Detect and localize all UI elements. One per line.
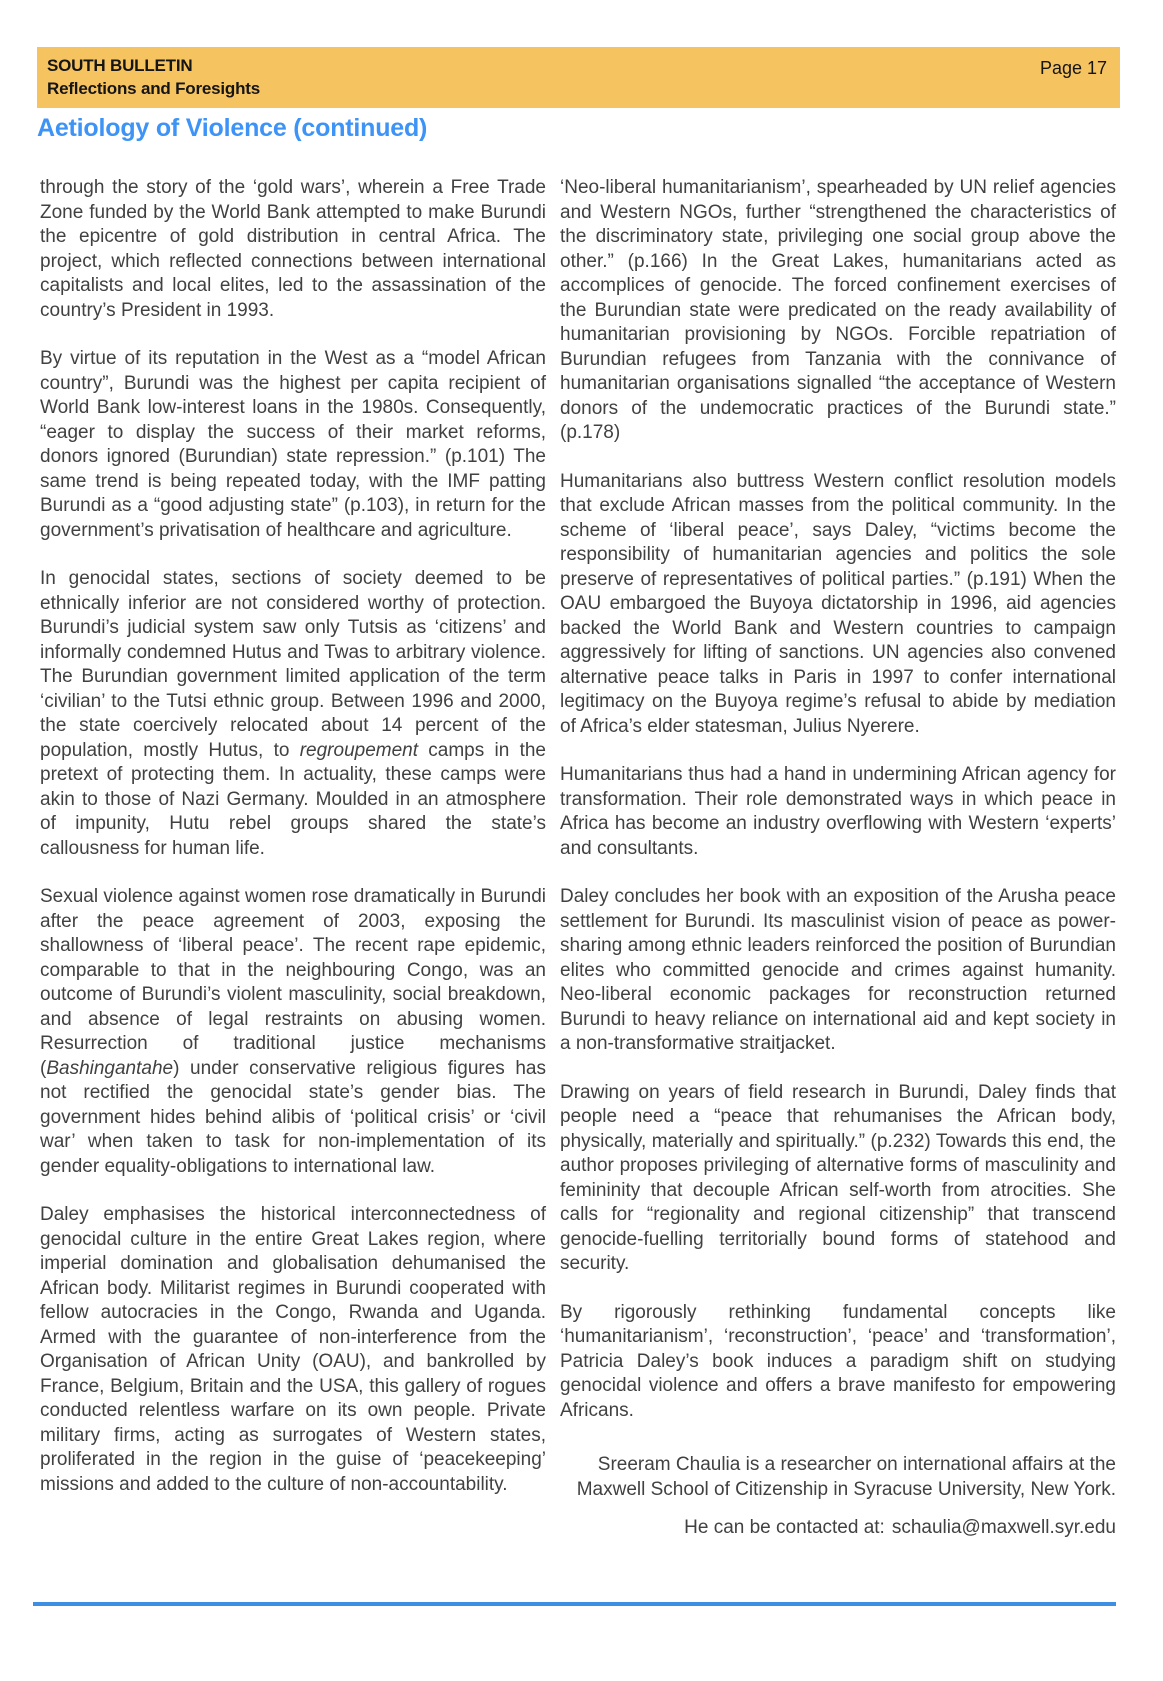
paragraph: In genocidal states, sections of society deemed to be ethnically inferior are not considered worthy of protection. Burundi’s judicial system saw only Tutsis as ‘citizens’ and informally condemned Hutus and Twas to arbitrary violence. The Burundian government limited application of the term ‘civilian’ to the Tutsi ethnic group. Between 1996 and 2000, the state coercively relocated about 14 percent of the population, mostly Hutus, to regroupement camps in the pretext of protecting them. In actuality, these camps were akin to those of Nazi Germany. Moulded in an atmosphere of impunity, Hutu rebel groups shared the state’s callousness for human life. [40, 568, 546, 859]
article-title: Aetiology of Violence (continued) [37, 114, 428, 142]
page-number: Page 17 [1039, 58, 1107, 78]
paragraph: Daley emphasises the historical interconnectedness of genocidal culture in the entire Great Lakes region, where imperial domination and globalisation dehumanised the African body. Militarist regimes in Burundi cooperated with fellow autocracies in the Congo, Rwanda and Uganda. Armed with the guarantee of non-interference from the Organisation of African Unity (OAU), and bankrolled by France, Belgium, Britain and the USA, this gallery of rogues conducted relentless warfare on its own people. Private military firms, acting as surrogates of Western states, proliferated in the region in the guise of ‘peacekeeping’ missions and added to the culture of non-accountability. [40, 1204, 546, 1495]
paragraph: Humanitarians also buttress Western conflict resolution models that exclude African masses from the political community. In the scheme of ‘liberal peace’, says Daley, “victims become the responsibility of humanitarian agencies and politics the sole preserve of representatives of political parties.” (p.191) When the OAU embargoed the Buyoya dictatorship in 1996, aid agencies backed the World Bank and Western countries to campaign aggressively for lifting of sanctions. UN agencies also convened alternative peace talks in Paris in 1997 to confer international legitimacy on the Buyoya regime’s refusal to abide by mediation of Africa’s elder statesman, Julius Nyerere. [560, 470, 1116, 737]
column-left [40, 176, 546, 1541]
footer-rule [33, 1602, 1116, 1606]
author-note: Sreeram Chaulia is a researcher on international affairs at the Maxwell School of Citizenship in Syracuse University, New York. [576, 1454, 1116, 1500]
paragraph: through the story of the ‘gold wars’, wherein a Free Trade Zone funded by the World Bank attempted to make Burundi the epicentre of gold distribution in central Africa. The project, which reflected connections between international capitalists and local elites, led to the assassination of the country’s President in 1993. [40, 177, 546, 321]
paragraph: Drawing on years of field research in Burundi, Daley finds that people need a “peace that rehumanises the African body, physically, materially and spiritually.” (p.232) Towards this end, the author proposes privileging of alternative forms of masculinity and femininity that decouple African self-worth from atrocities. She calls for “regionality and regional citizenship” that transcend genocide-fuelling territorially bound forms of statehood and security. [560, 1081, 1116, 1274]
header-titles [47, 54, 260, 100]
article-body [40, 176, 1116, 1541]
paragraph: By rigorously rethinking fundamental concepts like ‘humanitarianism’, ‘reconstruction’, ‘peace’ and ‘transformation’, Patricia Daley’s book induces a paradigm shift on studying genocidal violence and offers a brave manifesto for empowering Africans. [560, 1301, 1116, 1421]
author-footer [560, 1453, 1116, 1541]
contact-line [560, 1516, 1116, 1541]
column-right [560, 176, 1116, 1541]
paragraph: Humanitarians thus had a hand in undermining African agency for transformation. Their role demonstrated ways in which peace in Africa has become an industry overflowing with Western ‘experts’ and consultants. [560, 764, 1116, 859]
paragraph: Sexual violence against women rose dramatically in Burundi after the peace agreement of 2003, exposing the shallowness of ‘liberal peace’. The recent rape epidemic, comparable to that in the neighbouring Congo, was an outcome of Burundi’s violent masculinity, social breakdown, and absence of legal restraints on abusing women. Resurrection of traditional justice mechanisms (Bashingantahe) under conservative religious figures has not rectified the genocidal state’s gender bias. The government hides behind alibis of ‘political crisis’ or ‘civil war’ when taken to task for non-implementation of its gender equality-obligations to international law. [40, 886, 546, 1177]
bulletin-subtitle: Reflections and Foresights [47, 79, 261, 98]
contact-label: He can be contacted at: [684, 1517, 885, 1538]
paragraph: Daley concludes her book with an exposition of the Arusha peace settlement for Burundi. Its masculinist vision of peace as power-sharing among ethnic leaders reinforced the position of Burundian elites who committed genocide and crimes against humanity. Neo-liberal economic packages for reconstruction returned Burundi to heavy reliance on international aid and kept society in a non-transformative straitjacket. [560, 886, 1116, 1054]
paragraph: ‘Neo-liberal humanitarianism’, spearheaded by UN relief agencies and Western NGOs, further “strengthened the characteristics of the discriminatory state, privileging one social group above the other.” (p.166) In the Great Lakes, humanitarians acted as accomplices of genocide. The forced confinement exercises of the Burundian state were predicated on the ready availability of humanitarian provisioning by NGOs. Forcible repatriation of Burundian refugees from Tanzania with the connivance of humanitarian organisations signalled “the acceptance of Western donors of the undemocratic practices of the Burundi state.” (p.178) [560, 177, 1116, 443]
header-bar [37, 47, 1120, 108]
contact-email: schaulia@maxwell.syr.edu [891, 1517, 1116, 1538]
paragraph: By virtue of its reputation in the West as a “model African country”, Burundi was the highest per capita recipient of World Bank low-interest loans in the 1980s. Consequently, “eager to display the success of their market reforms, donors ignored (Burundian) state repression.” (p.101) The same trend is being repeated today, with the IMF patting Burundi as a “good adjusting state” (p.103), in return for the government’s privatisation of healthcare and agriculture. [40, 348, 546, 541]
bulletin-title: SOUTH BULLETIN [47, 56, 193, 75]
